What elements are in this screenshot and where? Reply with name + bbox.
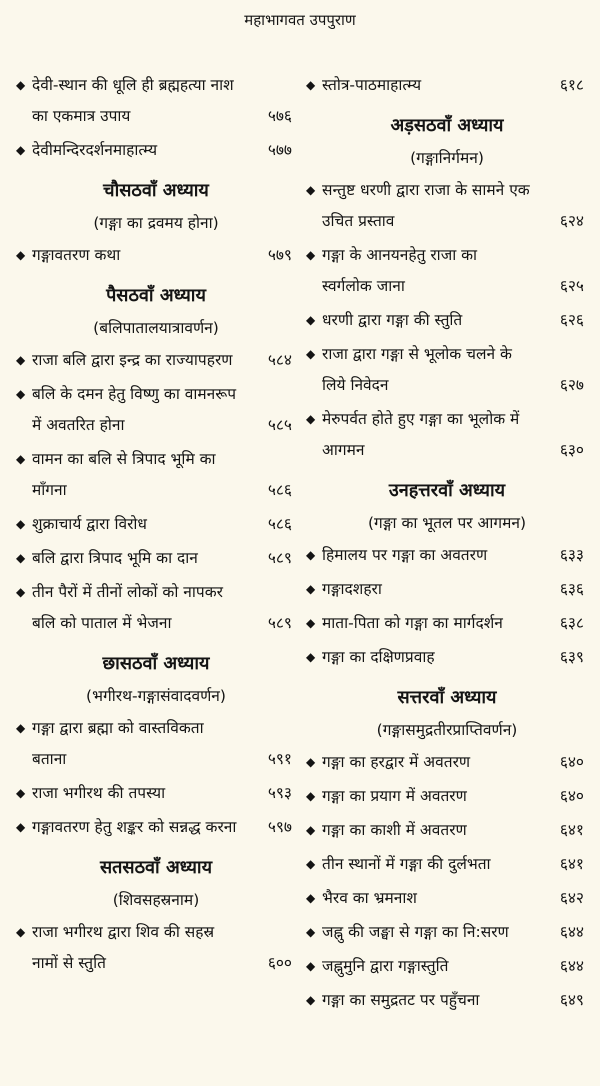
entry-text: गङ्गा का दक्षिणप्रवाह: [322, 648, 435, 666]
page-number: ६४२: [559, 889, 584, 907]
toc-entry: [16, 240, 296, 271]
page-number: ६३९: [559, 648, 584, 666]
toc-entry: [16, 345, 296, 376]
entry-text: स्तोत्र-पाठमाहात्म्य: [322, 76, 422, 94]
entry-text: तीन स्थानों में गङ्गा की दुर्लभता: [322, 855, 491, 873]
bullet-icon: ◆: [306, 650, 316, 664]
entry-text: राजा भगीरथ की तपस्या: [32, 784, 166, 802]
entry-text: राजा भगीरथ द्वारा शिव की सहस्र नामों से स्तुति: [32, 923, 215, 972]
entry-text: गङ्गा द्वारा ब्रह्मा को वास्तविकता बताना: [32, 719, 204, 768]
page-number: ५८५: [267, 416, 292, 434]
toc-entry: [306, 815, 588, 846]
entry-text: जह्नु की जङ्घा से गङ्गा का नि:सरण: [322, 923, 509, 941]
bullet-icon: ◆: [306, 755, 316, 769]
toc-entry: [16, 444, 296, 506]
entry-text: गङ्गा का समुद्रतट पर पहुँचना: [322, 991, 480, 1009]
page-number: ६३०: [559, 441, 584, 459]
entry-text: सन्तुष्ट धरणी द्वारा राजा के सामने एक उचित प्रस्ताव: [322, 181, 530, 230]
toc-entry: [306, 175, 588, 237]
bullet-icon: ◆: [16, 78, 26, 92]
page-number: ६४९: [559, 991, 584, 1009]
bullet-icon: ◆: [306, 347, 316, 361]
page-number: ५७७: [267, 141, 292, 159]
bullet-icon: ◆: [306, 616, 316, 630]
toc-entry: [306, 70, 588, 101]
entry-text: हिमालय पर गङ्गा का अवतरण: [322, 546, 488, 564]
chapter-title: पैसठवाँ अध्याय: [106, 285, 206, 306]
toc-entry: [306, 642, 588, 673]
entry-text: माता-पिता को गङ्गा का मार्गदर्शन: [322, 614, 503, 632]
bullet-icon: ◆: [306, 857, 316, 871]
toc-entry: [306, 985, 588, 1016]
page-number: ५८९: [267, 614, 292, 632]
entry-text: गङ्गादशहरा: [322, 580, 382, 598]
page-number: ६३६: [559, 580, 584, 598]
toc-entry: [16, 70, 296, 132]
toc-entry: [306, 849, 588, 880]
toc-entry: [306, 339, 588, 401]
toc-entry: [16, 778, 296, 809]
running-head: महाभागवत उपपुराण: [244, 11, 356, 29]
toc-column-left: [16, 70, 296, 982]
toc-entry: [306, 917, 588, 948]
page-number: ६३८: [559, 614, 584, 632]
page-number: ६३३: [559, 546, 584, 564]
chapter-title: सत्तरवाँ अध्याय: [397, 687, 497, 708]
entry-text: गङ्गावतरण हेतु शङ्कर को सन्नद्ध करना: [32, 818, 237, 836]
page-number: ६४१: [559, 821, 584, 839]
page-number: ५७६: [267, 107, 292, 125]
bullet-icon: ◆: [306, 993, 316, 1007]
entry-text: देवीमन्दिरदर्शनमाहात्म्य: [32, 141, 158, 159]
bullet-icon: ◆: [306, 891, 316, 905]
bullet-icon: ◆: [16, 143, 26, 157]
chapter-title: अड़सठवाँ अध्याय: [390, 115, 504, 136]
chapter-title: छासठवाँ अध्याय: [102, 653, 210, 674]
chapter-title: चौसठवाँ अध्याय: [103, 180, 209, 201]
toc-entry: [16, 509, 296, 540]
entry-text: धरणी द्वारा गङ्गा की स्तुति: [322, 311, 463, 329]
bullet-icon: ◆: [16, 551, 26, 565]
page-number: ५७९: [267, 246, 292, 264]
toc-entry: [306, 747, 588, 778]
page-number: ६००: [267, 954, 292, 972]
toc-entry: [306, 951, 588, 982]
chapter-subtitle: (शिवसहस्रनाम): [112, 891, 200, 909]
toc-entry: [306, 574, 588, 605]
page-number: ६४०: [559, 753, 584, 771]
toc-entry: [306, 305, 588, 336]
entry-text: भैरव का भ्रमनाश: [322, 889, 417, 907]
page-number: ५८६: [267, 515, 292, 533]
entry-text: राजा बलि द्वारा इन्द्र का राज्यापहरण: [32, 351, 233, 369]
page-number: ५८९: [267, 549, 292, 567]
entry-text: बलि के दमन हेतु विष्णु का वामनरूप में अवतरित होना: [32, 385, 237, 434]
bullet-icon: ◆: [306, 789, 316, 803]
entry-text: जह्नुमुनि द्वारा गङ्गास्तुति: [322, 957, 449, 975]
bullet-icon: ◆: [16, 248, 26, 262]
chapter-title: उनहत्तरवाँ अध्याय: [388, 480, 506, 501]
chapter-subtitle: (गङ्गासमुद्रतीरप्राप्तिवर्णन): [376, 721, 518, 739]
entry-text: गङ्गा का हरद्वार में अवतरण: [322, 753, 471, 771]
page-number: ५८६: [267, 481, 292, 499]
page-number: ६२४: [559, 212, 584, 230]
page-number: ६२५: [559, 277, 584, 295]
bullet-icon: ◆: [306, 248, 316, 262]
toc-entry: [306, 781, 588, 812]
chapter-subtitle: (गङ्गा का द्रवमय होना): [93, 214, 219, 232]
bullet-icon: ◆: [306, 412, 316, 426]
bullet-icon: ◆: [16, 925, 26, 939]
toc-entry: [16, 379, 296, 441]
toc-entry: [306, 608, 588, 639]
entry-text: देवी-स्थान की धूलि ही ब्रह्महत्या नाश का एकमात्र उपाय: [32, 76, 234, 125]
chapter-subtitle: (गङ्गानिर्गमन): [410, 149, 484, 167]
bullet-icon: ◆: [306, 78, 316, 92]
bullet-icon: ◆: [16, 452, 26, 466]
bullet-icon: ◆: [306, 823, 316, 837]
chapter-subtitle: (बलिपातालयात्रावर्णन): [93, 319, 219, 337]
page-number: ६४०: [559, 787, 584, 805]
bullet-icon: ◆: [16, 517, 26, 531]
page-number: ६४१: [559, 855, 584, 873]
toc-entry: [306, 883, 588, 914]
page-number: ५८४: [267, 351, 292, 369]
entry-text: गङ्गा के आनयनहेतु राजा का स्वर्गलोक जाना: [322, 246, 478, 295]
entry-text: शुक्राचार्य द्वारा विरोध: [32, 515, 147, 533]
bullet-icon: ◆: [16, 353, 26, 367]
bullet-icon: ◆: [16, 820, 26, 834]
toc-column-right: [306, 70, 588, 1019]
bullet-icon: ◆: [16, 721, 26, 735]
chapter-subtitle: (भगीरथ-गङ्गासंवादवर्णन): [86, 687, 226, 705]
toc-entry: [16, 917, 296, 979]
entry-text: गङ्गा का काशी में अवतरण: [322, 821, 467, 839]
page-number: ६२७: [559, 376, 584, 394]
page-number: ६४४: [559, 923, 584, 941]
toc-entry: [16, 577, 296, 639]
entry-text: राजा द्वारा गङ्गा से भूलोक चलने के लिये निवेदन: [322, 345, 512, 394]
bullet-icon: ◆: [16, 585, 26, 599]
page-number: ५९३: [267, 784, 292, 802]
page-number: ६४४: [559, 957, 584, 975]
toc-entry: [306, 540, 588, 571]
bullet-icon: ◆: [306, 548, 316, 562]
page-number: ५९७: [267, 818, 292, 836]
toc-entry: [16, 713, 296, 775]
chapter-title: सतसठवाँ अध्याय: [99, 857, 213, 878]
toc-entry: [16, 543, 296, 574]
entry-text: वामन का बलि से त्रिपाद भूमि का माँगना: [32, 450, 216, 499]
bullet-icon: ◆: [306, 959, 316, 973]
chapter-subtitle: (गङ्गा का भूतल पर आगमन): [367, 514, 527, 532]
page-number: ६२६: [559, 311, 584, 329]
entry-text: गङ्गावतरण कथा: [32, 246, 121, 264]
bullet-icon: ◆: [306, 925, 316, 939]
entry-text: मेरुपर्वत होते हुए गङ्गा का भूलोक में आगमन: [322, 410, 520, 459]
toc-entry: [306, 404, 588, 466]
bullet-icon: ◆: [306, 183, 316, 197]
page-number: ५९१: [267, 750, 292, 768]
bullet-icon: ◆: [16, 387, 26, 401]
page-number: ६१८: [559, 76, 584, 94]
toc-entry: [306, 240, 588, 302]
entry-text: बलि द्वारा त्रिपाद भूमि का दान: [32, 549, 198, 567]
bullet-icon: ◆: [306, 582, 316, 596]
bullet-icon: ◆: [306, 313, 316, 327]
entry-text: गङ्गा का प्रयाग में अवतरण: [322, 787, 467, 805]
entry-text: तीन पैरों में तीनों लोकों को नापकर बलि को पाताल में भेजना: [32, 583, 223, 632]
toc-entry: [16, 135, 296, 166]
toc-entry: [16, 812, 296, 843]
bullet-icon: ◆: [16, 786, 26, 800]
